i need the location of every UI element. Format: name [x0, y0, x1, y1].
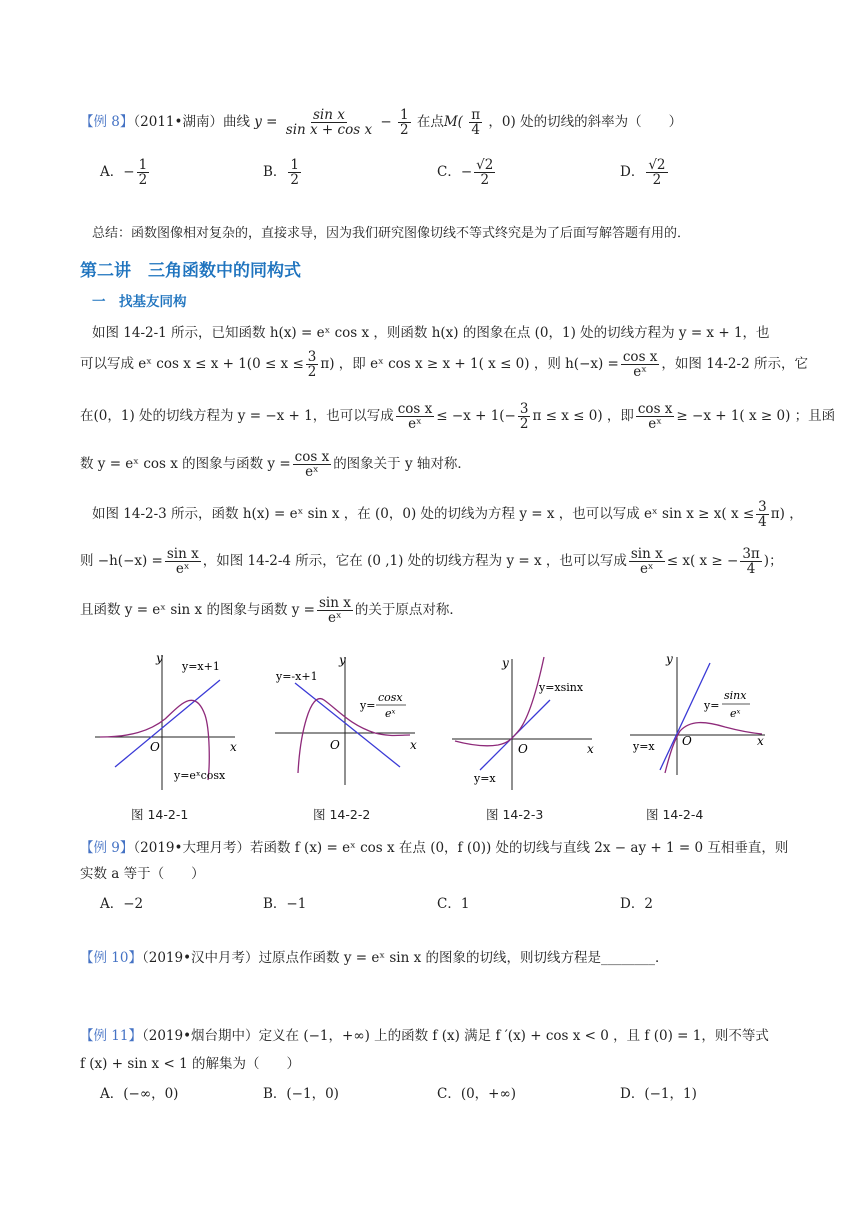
math-text: − — [380, 114, 392, 131]
figure-14-2-1 — [95, 651, 237, 790]
fraction-num: √2 — [648, 157, 666, 173]
fraction-den: sin x + cos x — [285, 122, 373, 139]
option-d[interactable]: D．(−1，1) — [620, 1086, 697, 1102]
fraction-den: 4 — [471, 122, 480, 139]
fraction — [518, 402, 531, 431]
option-c[interactable]: C．(0，+∞) — [437, 1086, 517, 1102]
example-tag: 【例 11】 — [80, 1028, 142, 1044]
figure-14-2-2 — [275, 653, 417, 785]
tangent-label: y=x — [474, 772, 496, 785]
section-title: 第二讲 三角函数中的同构式 — [80, 261, 301, 281]
para-text: 在(0，1) 处的切线方程为 y = −x + 1，也可以写成 — [80, 408, 394, 425]
curve-label-num: sinx — [724, 689, 747, 702]
y-label: y — [339, 653, 346, 667]
fraction — [398, 108, 411, 137]
fraction — [646, 158, 667, 187]
example-source: （2019•汉中月考） — [141, 950, 259, 966]
para-text: 则 −h(−x) = — [80, 553, 163, 570]
x-label: x — [587, 742, 594, 756]
para-text: ，如图 14-2-4 所示，它在 (0 ,1) 处的切线方程为 y = x ，也可以写成 — [202, 553, 627, 570]
fraction-num: 3 — [758, 499, 767, 515]
fraction-num: 1 — [138, 157, 148, 173]
fraction-den: 2 — [480, 172, 490, 189]
option-b[interactable]: B．(−1，0) — [263, 1086, 339, 1102]
para1-line1: 如图 14-2-1 所示，已知函数 h(x) = eˣ cos x ，则函数 h(x) 的图象在点 (0，1) 处的切线方程为 y = x + 1，也 — [92, 325, 770, 341]
example-tag: 【例 9】 — [80, 840, 134, 856]
origin-label: O — [682, 734, 692, 748]
x-label: x — [757, 734, 764, 748]
para-text: ，如图 14-2-2 所示，它 — [661, 356, 808, 373]
fraction-den: 4 — [746, 561, 756, 578]
tangent-line — [660, 663, 710, 770]
example-source: （2019•烟台期中） — [141, 1028, 259, 1044]
fraction-den: 4 — [758, 514, 767, 531]
fraction-den: 2 — [307, 364, 317, 381]
figure-14-2-3 — [452, 656, 594, 790]
fraction-num: 3 — [519, 401, 529, 417]
example-tag: 【例 8】 — [80, 114, 134, 131]
example-9-line1 — [80, 836, 788, 856]
fraction-den: 2 — [399, 122, 409, 139]
fraction-den: eˣ — [633, 364, 647, 381]
option-c[interactable] — [437, 158, 497, 187]
tangent-label: y=x+1 — [182, 660, 220, 673]
y-label: y — [502, 656, 509, 670]
fraction — [636, 402, 675, 431]
curve-label-den: eˣ — [385, 707, 396, 720]
example-11-line1 — [80, 1024, 769, 1044]
para1-line2 — [80, 350, 808, 379]
option-label: C． — [437, 164, 461, 181]
option-b[interactable]: B．−1 — [263, 896, 307, 912]
fraction — [740, 547, 761, 576]
fraction — [137, 158, 150, 187]
para-text: ≥ −x + 1( x ≥ 0) ；且函 — [676, 408, 836, 425]
fraction-den: eˣ — [175, 561, 190, 578]
stem-text: ，0) 处的切线的斜率为（ ） — [488, 114, 683, 131]
option-d[interactable]: D．2 — [620, 896, 653, 912]
para-text: π ≤ x ≤ 0) ，即 — [532, 408, 634, 425]
curve-label-num: cosx — [378, 691, 403, 704]
option-a[interactable]: A．−2 — [100, 896, 144, 912]
curve-label: y=xsinx — [539, 681, 584, 694]
fraction — [293, 450, 332, 479]
para-text: 的关于原点对称． — [354, 602, 463, 619]
para-text: 如图 14-2-3 所示，函数 h(x) = eˣ sin x ，在 (0，0) 处的切线为方程 y = x ，也可以写成 eˣ sin x ≥ x( x ≤ — [92, 506, 755, 523]
fraction — [396, 402, 435, 431]
para2-line3 — [80, 596, 463, 625]
example-tag: 【例 10】 — [80, 950, 142, 966]
para-text: ≤ x( x ≥ − — [666, 553, 739, 570]
fraction-num: 3π — [742, 546, 760, 562]
para-text: ≤ −x + 1(− — [436, 408, 516, 425]
figure-caption-2: 图 14-2-2 — [313, 807, 371, 822]
fraction — [629, 547, 665, 576]
x-label: x — [410, 738, 417, 752]
x-label: x — [230, 740, 237, 754]
para-text: π) ，即 eˣ cos x ≥ x + 1( x ≤ 0) ，则 h(−x) = — [320, 356, 619, 373]
fraction-num: sin x — [166, 546, 199, 562]
origin-label: O — [150, 740, 160, 754]
fraction-den: eˣ — [648, 416, 662, 433]
para2-line1 — [92, 500, 803, 529]
fraction-num: 1 — [290, 157, 300, 173]
fraction-num: 3 — [307, 349, 317, 365]
stem-text: 在点 — [416, 114, 444, 131]
stem-text: 曲线 — [222, 114, 250, 131]
curve — [665, 723, 762, 773]
example-9-line2: 实数 a 等于（ ） — [80, 866, 205, 882]
para-text: 数 y = eˣ cos x 的图象与函数 y = — [80, 456, 291, 473]
stem-text: 定义在 (−1，+∞) 上的函数 f (x) 满足 f ′(x) + cos x < 0 ，且 f (0) = 1，则不等式 — [258, 1028, 769, 1044]
fraction-den: eˣ — [408, 416, 422, 433]
summary-text: 总结：函数图像相对复杂的，直接求导，因为我们研究图像切线不等式终究是为了后面写解答题有用的． — [92, 226, 691, 241]
curve-label-prefix: y= — [360, 699, 376, 712]
para-text: 的图象关于 y 轴对称． — [333, 456, 471, 473]
fraction — [756, 500, 769, 529]
subsection-title: 一 找基友同构 — [92, 294, 187, 310]
origin-label: O — [330, 738, 340, 752]
fraction-num: 1 — [399, 107, 409, 123]
y-label: y — [666, 652, 673, 666]
para-text: 且函数 y = eˣ sin x 的图象与函数 y = — [80, 602, 315, 619]
curve — [455, 657, 544, 746]
fraction — [306, 350, 319, 379]
option-b[interactable] — [263, 158, 303, 187]
fraction-num: π — [471, 107, 481, 123]
fraction-den: 2 — [519, 416, 529, 433]
figure-caption-3: 图 14-2-3 — [486, 807, 544, 822]
y-label: y — [156, 651, 163, 665]
fraction-num: cos x — [294, 449, 330, 465]
fraction-den: eˣ — [305, 464, 319, 481]
tangent-line — [115, 680, 220, 767]
option-label: A． — [100, 164, 124, 181]
fraction-num: cos x — [622, 349, 658, 365]
example-10-line1 — [80, 946, 669, 966]
fraction — [284, 108, 374, 137]
option-sign: − — [123, 164, 135, 181]
option-d[interactable] — [620, 158, 670, 187]
option-a[interactable] — [100, 158, 151, 187]
fraction — [469, 108, 482, 137]
fraction — [165, 547, 201, 576]
para1-line3 — [80, 402, 835, 431]
para-text: π) ， — [770, 506, 803, 523]
example-8-options — [0, 158, 860, 198]
para1-line4 — [80, 450, 471, 479]
example-8-stem — [80, 108, 682, 137]
math-text: M( — [443, 114, 463, 131]
origin-label: O — [518, 742, 528, 756]
fraction — [474, 158, 495, 187]
example-11-line2: f (x) + sin x < 1 的解集为（ ） — [80, 1056, 300, 1072]
example-source: （2019•大理月考） — [133, 840, 250, 856]
fraction-den: 2 — [652, 172, 662, 189]
stem-text: 过原点作函数 y = eˣ sin x 的图象的切线，则切线方程是________． — [258, 950, 669, 966]
para-text: 可以写成 eˣ cos x ≤ x + 1(0 ≤ x ≤ — [80, 356, 304, 373]
curve-label: y=eˣcosx — [174, 769, 226, 782]
figure-14-2-4 — [630, 652, 765, 775]
fraction-num: cos x — [397, 401, 433, 417]
fraction-den: 2 — [290, 172, 300, 189]
option-c[interactable]: C．1 — [437, 896, 470, 912]
fraction — [317, 596, 353, 625]
fraction-den: 2 — [138, 172, 148, 189]
para2-line2 — [80, 547, 783, 576]
option-label: B． — [263, 164, 287, 181]
stem-text: 若函数 f (x) = eˣ cos x 在点 (0，f (0)) 处的切线与直线 2x − ay + 1 = 0 互相垂直，则 — [249, 840, 789, 856]
fraction-num: cos x — [637, 401, 673, 417]
figure-caption-4: 图 14-2-4 — [646, 807, 704, 822]
option-label: D． — [620, 164, 645, 181]
fraction — [288, 158, 301, 187]
fraction-num: sin x — [630, 546, 663, 562]
tangent-label: y=x — [633, 740, 655, 753]
tangent-label: y=-x+1 — [276, 670, 318, 683]
fraction-num: sin x — [313, 107, 345, 123]
math-text: y = — [254, 114, 278, 131]
figure-row — [80, 645, 780, 795]
fraction-num: sin x — [318, 595, 351, 611]
curve-label-den: eˣ — [730, 707, 741, 720]
curve-label-prefix: y= — [704, 699, 720, 712]
fraction-den: eˣ — [328, 610, 342, 627]
figure-caption-1: 图 14-2-1 — [131, 807, 189, 822]
option-sign: − — [460, 164, 473, 181]
fraction — [621, 350, 660, 379]
fraction-den: eˣ — [639, 561, 654, 578]
option-a[interactable]: A．(−∞，0) — [100, 1086, 179, 1102]
fraction-num: √2 — [476, 157, 494, 173]
para-text: )； — [763, 553, 783, 570]
example-source: （2011•湖南） — [133, 114, 223, 131]
